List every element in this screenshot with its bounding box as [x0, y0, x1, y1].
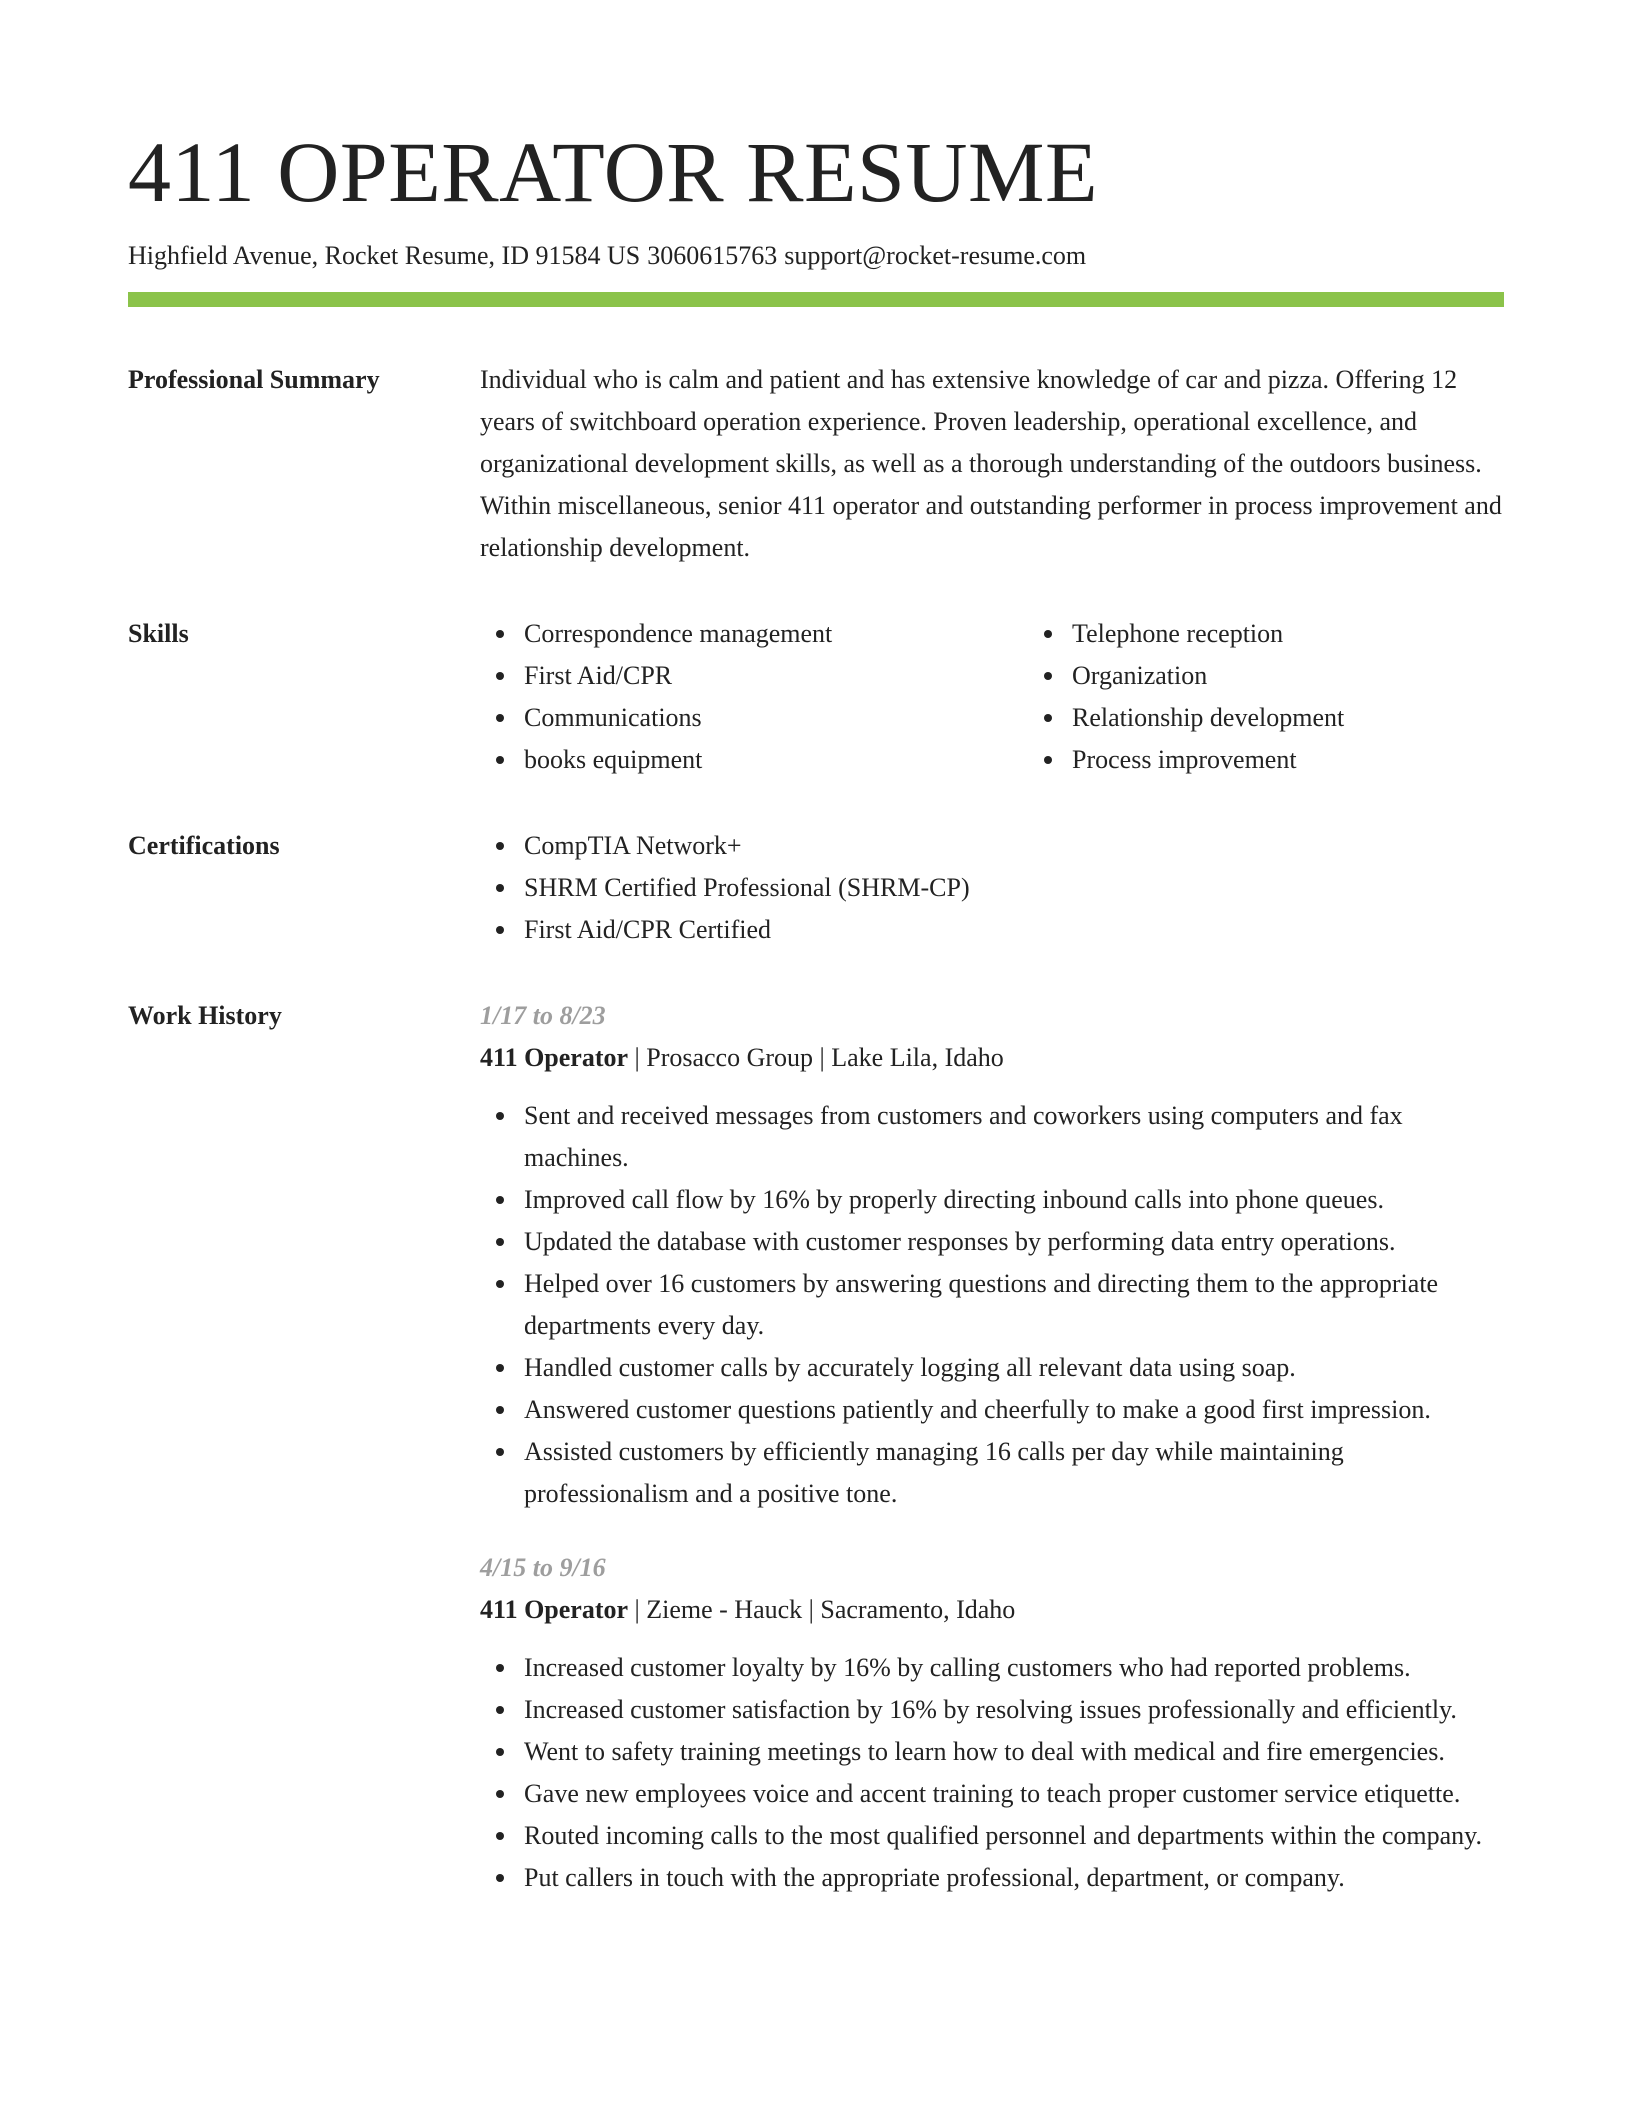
job-role: 411 Operator [480, 1595, 629, 1624]
job-bullet: Updated the database with customer responses by performing data entry operations. [524, 1221, 1504, 1263]
skill-item: Telephone reception [1072, 613, 1576, 655]
summary-section [128, 359, 1504, 569]
job-title-line [480, 1037, 1504, 1079]
resume-title: 411 OPERATOR RESUME [128, 124, 1098, 220]
certification-item: SHRM Certified Professional (SHRM-CP) [524, 867, 1504, 909]
job-role: 411 Operator [480, 1043, 629, 1072]
job-bullets [480, 1647, 1504, 1899]
certification-item: First Aid/CPR Certified [524, 909, 1504, 951]
job-bullet: Answered customer questions patiently and cheerfully to make a good first impression. [524, 1389, 1504, 1431]
job-title-line [480, 1589, 1504, 1631]
skill-item: Correspondence management [524, 613, 1028, 655]
skill-item: Process improvement [1072, 739, 1576, 781]
job-bullet: Gave new employees voice and accent training to teach proper customer service etiquette. [524, 1773, 1504, 1815]
skill-item: First Aid/CPR [524, 655, 1028, 697]
job-dates: 4/15 to 9/16 [480, 1553, 606, 1582]
job-bullet: Handled customer calls by accurately logging all relevant data using soap. [524, 1347, 1504, 1389]
skills-heading: Skills [128, 619, 189, 648]
job-bullet: Increased customer satisfaction by 16% by resolving issues professionally and efficiently. [524, 1689, 1504, 1731]
skill-item: Relationship development [1072, 697, 1576, 739]
job-entry [480, 1547, 1504, 1899]
certifications-list [480, 825, 1504, 951]
contact-phone: 3060615763 [647, 241, 778, 270]
job-bullet: Went to safety training meetings to learn how to deal with medical and fire emergencies. [524, 1731, 1504, 1773]
skill-item: Organization [1072, 655, 1576, 697]
summary-text: Individual who is calm and patient and has extensive knowledge of car and pizza. Offering 12 years of switchboard operation experience. Proven leadership, operational excellence, and organizational development skills, as well as a thorough understanding of the outdoors business. Within miscellaneous, senior 411 operator and outstanding performer in process improvement and relationship development. [480, 365, 1502, 562]
certifications-heading: Certifications [128, 831, 280, 860]
work-history-heading: Work History [128, 1001, 282, 1030]
job-bullet: Routed incoming calls to the most qualified personnel and departments within the company. [524, 1815, 1504, 1857]
contact-email: support@rocket-resume.com [784, 241, 1087, 270]
job-details: | Zieme - Hauck | Sacramento, Idaho [628, 1595, 1016, 1624]
contact-line [128, 238, 1504, 274]
job-details: | Prosacco Group | Lake Lila, Idaho [628, 1043, 1004, 1072]
job-bullet: Sent and received messages from customers and coworkers using computers and fax machines. [524, 1095, 1504, 1179]
job-bullet: Improved call flow by 16% by properly directing inbound calls into phone queues. [524, 1179, 1504, 1221]
summary-heading: Professional Summary [128, 365, 380, 394]
job-dates: 1/17 to 8/23 [480, 1001, 606, 1030]
job-entry [480, 995, 1504, 1515]
job-bullet: Put callers in touch with the appropriate professional, department, or company. [524, 1857, 1504, 1899]
resume-page [128, 118, 1504, 1899]
job-bullet: Helped over 16 customers by answering questions and directing them to the appropriate departments every day. [524, 1263, 1504, 1347]
certification-item: CompTIA Network+ [524, 825, 1504, 867]
skill-item: books equipment [524, 739, 1028, 781]
contact-address: Highfield Avenue, Rocket Resume, ID 91584 US [128, 241, 641, 270]
work-history-section [128, 995, 1504, 1899]
skills-section [128, 613, 1504, 781]
job-bullets [480, 1095, 1504, 1515]
skill-item: Communications [524, 697, 1028, 739]
certifications-section [128, 825, 1504, 951]
skills-list-right [1028, 613, 1576, 781]
header-divider [128, 292, 1504, 307]
job-bullet: Assisted customers by efficiently managing 16 calls per day while maintaining professionalism and a positive tone. [524, 1431, 1504, 1515]
job-bullet: Increased customer loyalty by 16% by calling customers who had reported problems. [524, 1647, 1504, 1689]
skills-list-left [480, 613, 1028, 781]
